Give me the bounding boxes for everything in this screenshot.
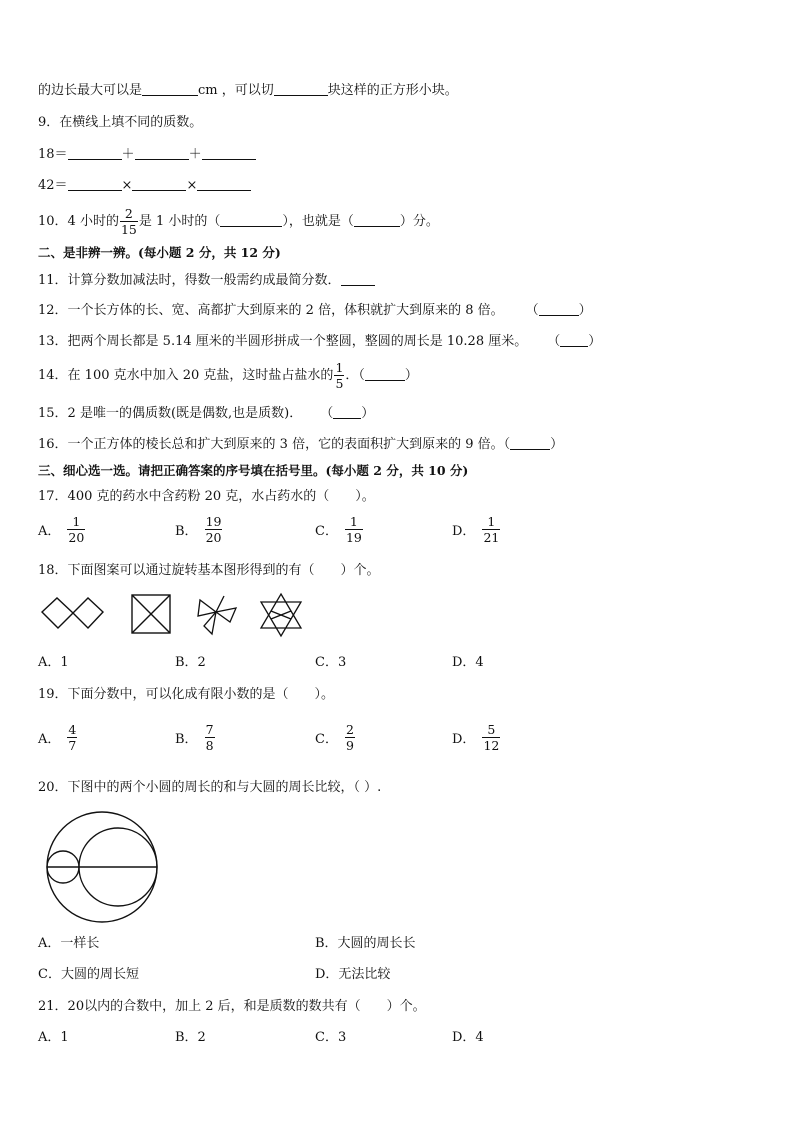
q15-answer-blank[interactable] [333,405,361,419]
q10-denominator: 15 [120,222,137,237]
q10-blank-2[interactable] [354,213,400,227]
denominator: 9 [345,738,354,753]
q14-fraction [334,360,344,391]
q21-option-b[interactable]: B．2 [175,1030,206,1045]
q9-line-42 [38,177,251,195]
denominator: 8 [205,738,214,753]
q8-blank-2[interactable] [274,82,328,96]
q8-continuation [38,82,458,100]
numerator: 7 [205,722,214,737]
q18-option-d[interactable]: D．4 [452,655,484,670]
q10-text-b: 是 1 小时的（ [138,214,221,229]
numerator: 5 [487,722,496,737]
q21-option-d[interactable]: D．4 [452,1030,484,1045]
q18-text: 18．下面图案可以通过旋转基本图形得到的有（ ）个。 [38,563,380,578]
section-2-heading: 二、是非辨一辨。(每小题 2 分，共 12 分) [38,245,281,260]
option-fraction [67,514,85,545]
q21-text: 21．20以内的合数中，加上 2 后，和是质数的数共有（ ）个。 [38,999,426,1014]
numerator: 1 [72,514,81,529]
denominator: 19 [345,530,362,545]
q14 [38,357,418,395]
q11-text: 11．计算分数加减法时，得数一般需约成最简分数． [38,273,341,288]
q19-option-c[interactable] [315,722,356,753]
q18-pattern-figures [40,590,310,642]
q10-fraction [120,206,138,237]
plus-sign: ＋ [188,147,202,162]
option-label: A． [38,524,61,539]
q19-option-b[interactable] [175,722,216,753]
denominator: 21 [483,530,500,545]
times-sign: × [186,178,198,193]
q9-blank-a2[interactable] [135,146,189,160]
section-3-heading: 三、细心选一选。请把正确答案的序号填在括号里。(每小题 2 分，共 10 分) [38,463,469,478]
q18-option-c[interactable]: C．3 [315,655,347,670]
q13 [38,333,601,351]
q17-text: 17．400 克的药水中含药粉 20 克，水占药水的（ ）。 [38,489,375,504]
option-label: B． [175,732,198,747]
q11 [38,272,375,290]
q20-option-a[interactable]: A．一样长 [38,936,100,951]
q16-answer-blank[interactable] [510,436,550,450]
times-sign: × [121,178,133,193]
pattern-pinwheel [198,596,236,634]
q10-numerator: 2 [124,206,133,221]
q8-text-a: 的边长最大可以是 [38,83,143,98]
q20-circles-figure [45,810,163,928]
paren-close: ） [550,437,564,452]
q14-text-b: ．（ [345,368,365,383]
q9-42-eq: 42＝ [38,178,68,193]
q14-text-a: 14．在 100 克水中加入 20 克盐，这时盐占盐水的 [38,368,334,383]
q12-text: 12．一个长方体的长、宽、高都扩大到原来的 2 倍，体积就扩大到原来的 8 倍。 [38,303,504,318]
paren-open: （ [320,406,334,421]
q11-blank[interactable] [341,272,375,286]
q9-blank-b2[interactable] [132,177,186,191]
denominator: 20 [205,530,222,545]
q17-option-c[interactable] [315,514,364,545]
numerator: 1 [349,514,358,529]
q19-text: 19．下面分数中，可以化成有限小数的是（ ）。 [38,687,335,702]
q9-blank-a1[interactable] [68,146,122,160]
q10-text-d: ）分。 [399,214,439,229]
option-label: C． [315,524,338,539]
option-label: B． [175,524,198,539]
pattern-square-with-diagonals [132,595,170,633]
q15-text: 15．2 是唯一的偶质数(既是偶数,也是质数)． [38,406,303,421]
q20-option-c[interactable]: C．大圆的周长短 [38,967,139,982]
q12-answer-blank[interactable] [539,302,579,316]
q19-option-a[interactable] [38,722,78,753]
q19-option-d[interactable] [452,722,501,753]
q16 [38,436,563,454]
q9-blank-b1[interactable] [68,177,122,191]
q21-option-c[interactable]: C．3 [315,1030,347,1045]
option-label: D． [452,524,476,539]
q8-text-b: cm ，可以切 [198,83,274,98]
paren-close: ） [361,406,375,421]
q14-denominator: 5 [335,376,344,391]
q12 [38,302,592,320]
q10-text-c: ），也就是（ [282,214,354,229]
option-fraction [205,722,215,753]
q14-answer-blank[interactable] [365,367,405,381]
q9-line-18 [38,146,256,164]
plus-sign: ＋ [121,147,135,162]
denominator: 12 [483,738,500,753]
q15 [38,405,374,423]
numerator: 19 [205,514,222,529]
q20-option-d[interactable]: D．无法比较 [315,967,391,982]
option-label: D． [452,732,476,747]
option-fraction [482,514,500,545]
q20-text: 20．下图中的两个小圆的周长的和与大圆的周长比较，（ ）. [38,780,382,795]
option-label: C． [315,732,338,747]
pattern-six-point-star [261,594,301,636]
numerator: 1 [487,514,496,529]
q9-title: 9．在横线上填不同的质数。 [38,115,203,130]
q10-blank-1[interactable] [220,213,282,227]
q18-option-a[interactable]: A．1 [38,655,69,670]
q8-text-c: 块这样的正方形小块。 [327,83,458,98]
paren-open: （ [547,334,561,349]
paren-open: （ [525,303,539,318]
paren-close: ） [588,334,602,349]
option-fraction [67,722,77,753]
q9-blank-b3[interactable] [197,177,251,191]
q14-numerator: 1 [335,360,344,375]
option-fraction [345,722,355,753]
q9-18-eq: 18＝ [38,147,68,162]
q13-answer-blank[interactable] [560,333,588,347]
pattern-tilted-squares [42,598,103,628]
q20-option-b[interactable]: B．大圆的周长长 [315,936,416,951]
numerator: 4 [68,722,77,737]
paren-close: ） [578,303,592,318]
denominator: 7 [68,738,77,753]
q18-option-b[interactable]: B．2 [175,655,206,670]
q8-blank-1[interactable] [142,82,198,96]
numerator: 2 [345,722,354,737]
q10-text-a: 10．4 小时的 [38,214,119,229]
option-fraction [205,514,223,545]
q10 [38,205,439,239]
q17-option-b[interactable] [175,514,223,545]
option-fraction [482,722,500,753]
q13-text: 13．把两个周长都是 5.14 厘米的半圆形拼成一个整圆，整圆的周长是 10.28 厘米。 [38,334,528,349]
q14-text-c: ） [404,368,418,383]
q16-text: 16．一个正方体的棱长总和扩大到原来的 3 倍，它的表面积扩大到原来的 9 倍。（ [38,437,511,452]
option-fraction [345,514,363,545]
q21-option-a[interactable]: A．1 [38,1030,69,1045]
denominator: 20 [68,530,85,545]
option-label: A． [38,732,61,747]
q17-option-a[interactable] [38,514,86,545]
q9-blank-a3[interactable] [202,146,256,160]
q17-option-d[interactable] [452,514,501,545]
